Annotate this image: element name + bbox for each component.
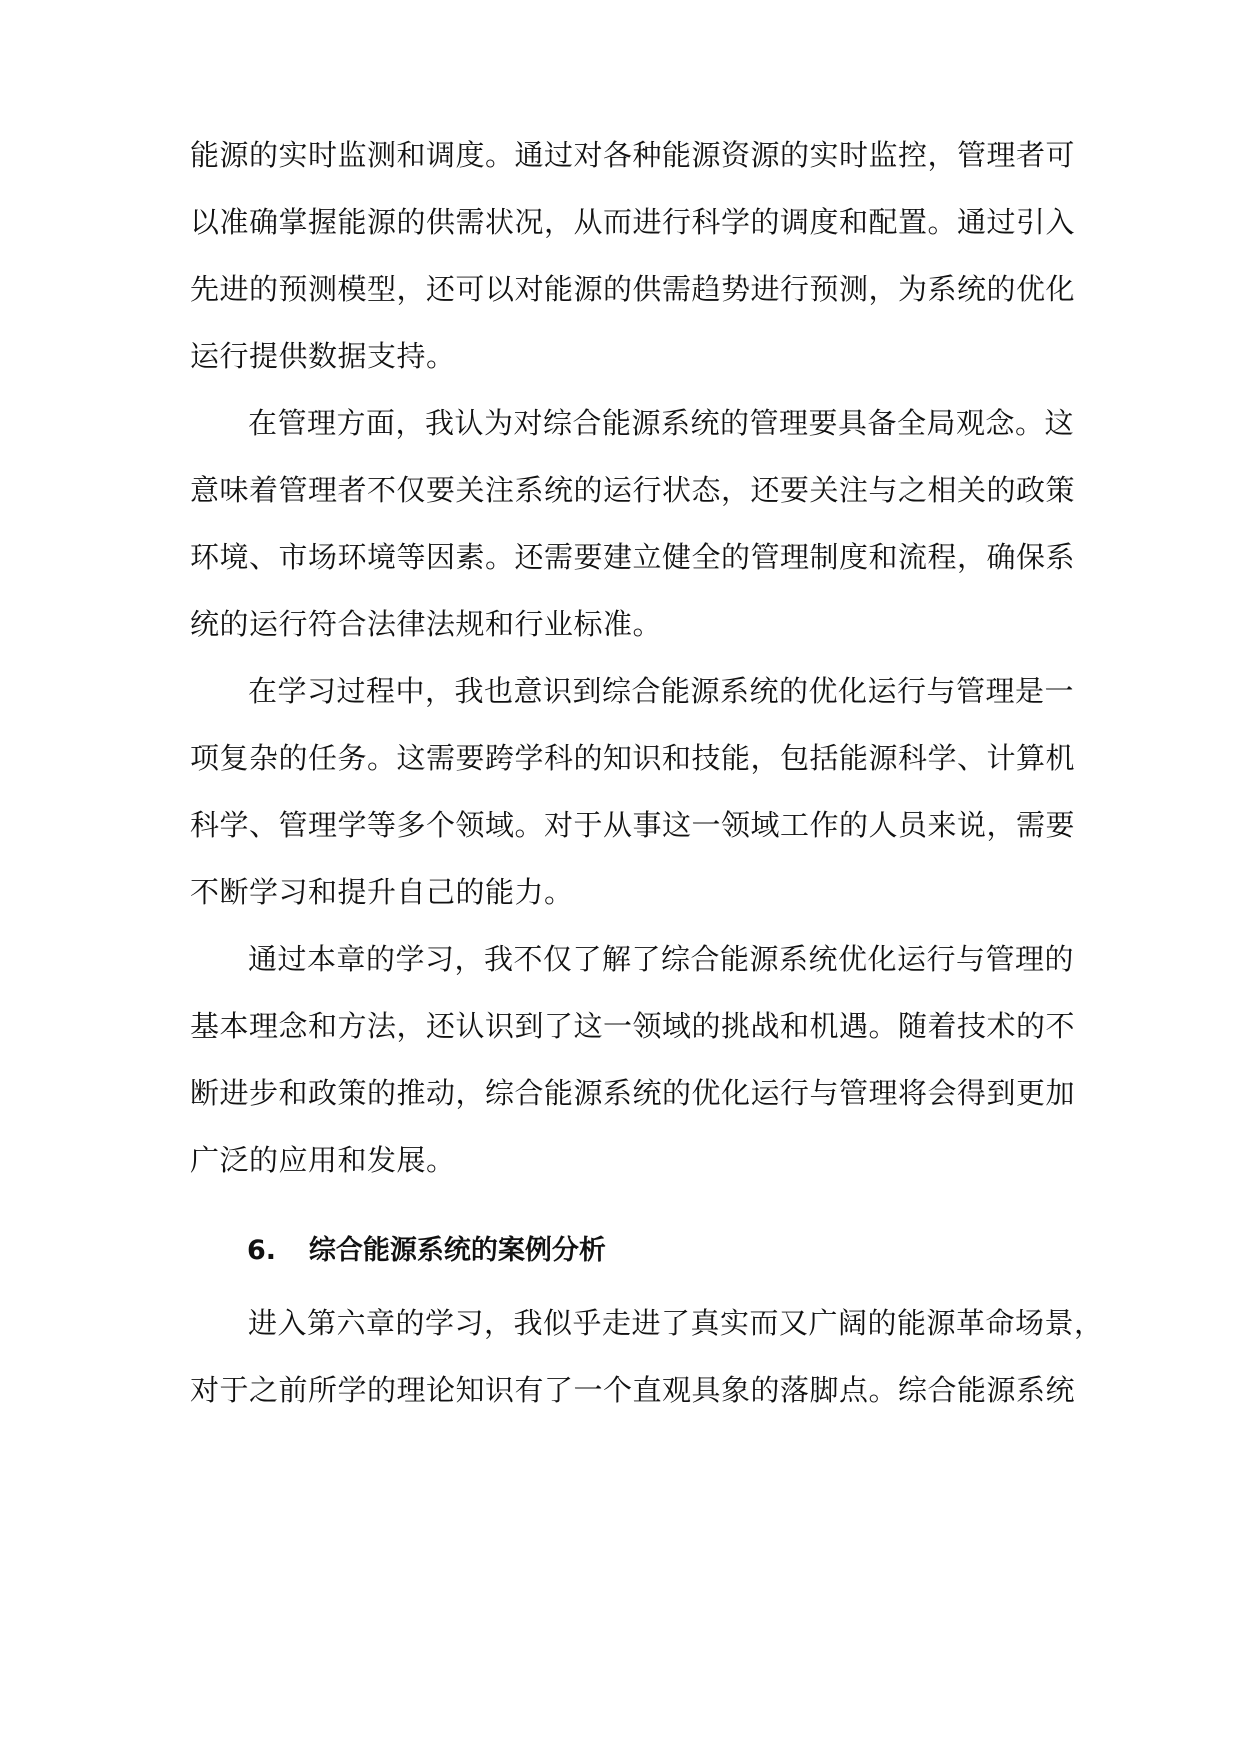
section-title: 综合能源系统的案例分析 (308, 1235, 606, 1266)
paragraph-4-line-3: 断进步和政策的推动，综合能源系统的优化运行与管理将会得到更加 (190, 1076, 1076, 1110)
paragraph-3-line-3: 科学、管理学等多个领域。对于从事这一领域工作的人员来说，需要 (190, 808, 1076, 842)
paragraph-3-line-2: 项复杂的任务。这需要跨学科的知识和技能，包括能源科学、计算机 (190, 741, 1076, 775)
section-number: 6. (247, 1235, 277, 1266)
paragraph-4-line-4: 广泛的应用和发展。 (190, 1143, 456, 1177)
paragraph-2-line-1: 在管理方面，我认为对综合能源系统的管理要具备全局观念。这 (248, 406, 1075, 440)
paragraph-1-line-4: 运行提供数据支持。 (190, 339, 456, 373)
paragraph-3-line-1: 在学习过程中，我也意识到综合能源系统的优化运行与管理是一 (248, 674, 1075, 708)
paragraph-1-line-2: 以准确掌握能源的供需状况，从而进行科学的调度和配置。通过引入 (190, 205, 1076, 239)
paragraph-2-line-4: 统的运行符合法律法规和行业标准。 (190, 607, 663, 641)
paragraph-2-line-2: 意味着管理者不仅要关注系统的运行状态，还要关注与之相关的政策 (190, 473, 1076, 507)
paragraph-1-line-1: 能源的实时监测和调度。通过对各种能源资源的实时监控，管理者可 (190, 138, 1076, 172)
paragraph-4-line-1: 通过本章的学习，我不仅了解了综合能源系统优化运行与管理的 (248, 942, 1075, 976)
paragraph-4-line-2: 基本理念和方法，还认识到了这一领域的挑战和机遇。随着技术的不 (190, 1009, 1076, 1043)
paragraph-5-line-2: 对于之前所学的理论知识有了一个直观具象的落脚点。综合能源系统 (190, 1373, 1076, 1407)
paragraph-1-line-3: 先进的预测模型，还可以对能源的供需趋势进行预测，为系统的优化 (190, 272, 1076, 306)
paragraph-3-line-4: 不断学习和提升自己的能力。 (190, 875, 574, 909)
paragraph-2-line-3: 环境、市场环境等因素。还需要建立健全的管理制度和流程，确保系 (190, 540, 1076, 574)
section-heading (247, 1231, 606, 1271)
paragraph-5-line-1: 进入第六章的学习，我似乎走进了真实而又广阔的能源革命场景， (248, 1306, 1104, 1340)
